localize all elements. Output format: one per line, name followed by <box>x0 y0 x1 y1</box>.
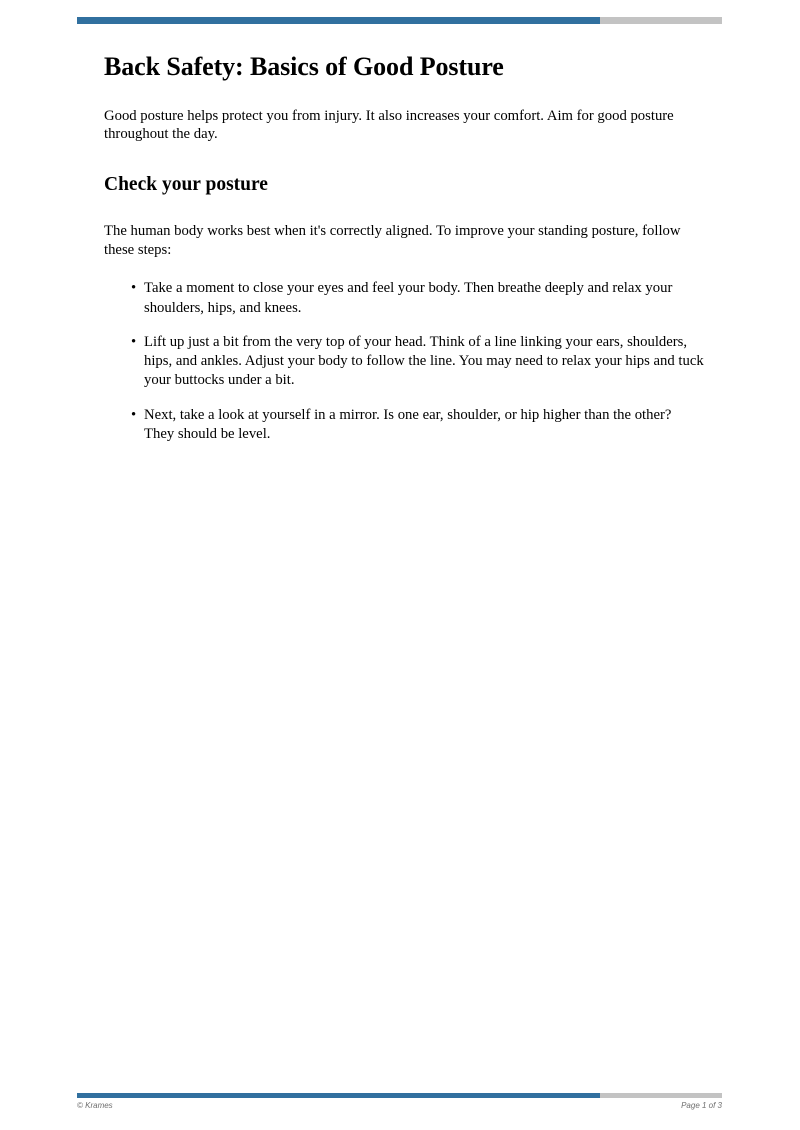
bullet-icon: • <box>131 333 137 350</box>
footer-rule-blue-segment <box>77 1093 600 1098</box>
posture-steps-list <box>104 279 704 444</box>
list-item <box>104 279 704 318</box>
list-item <box>104 333 704 391</box>
document-content <box>104 52 704 444</box>
footer-rule <box>77 1093 722 1098</box>
header-rule-blue-segment <box>77 17 600 24</box>
section-paragraph: The human body works best when it's correctly aligned. To improve your standing posture, follow these steps: <box>104 222 681 258</box>
header-rule <box>77 17 722 24</box>
intro-paragraph: Good posture helps protect you from injury. It also increases your comfort. Aim for good posture throughout the day. <box>104 107 674 143</box>
bullet-icon: • <box>131 406 137 423</box>
page-number: Page 1 of 3 <box>681 1101 722 1110</box>
bullet-icon: • <box>131 280 137 297</box>
copyright-notice: © Krames <box>77 1101 113 1110</box>
list-item <box>104 406 704 445</box>
list-item-text: Take a moment to close your eyes and feel your body. Then breathe deeply and relax your shoulders, hips, and knees. <box>144 280 673 316</box>
list-item-text: Lift up just a bit from the very top of your head. Think of a line linking your ears, shoulders, hips, and ankles. Adjust your body to follow the line. You may need to relax your hips and tuck your buttocks under a bit. <box>144 333 704 389</box>
page-title: Back Safety: Basics of Good Posture <box>104 52 504 81</box>
page-footer <box>77 1101 722 1110</box>
footer-rule-gray-segment <box>600 1093 722 1098</box>
section-heading-check-your-posture: Check your posture <box>104 174 268 196</box>
header-rule-gray-segment <box>600 17 722 24</box>
list-item-text: Next, take a look at yourself in a mirror. Is one ear, shoulder, or hip higher than the other? They should be level. <box>144 406 672 442</box>
